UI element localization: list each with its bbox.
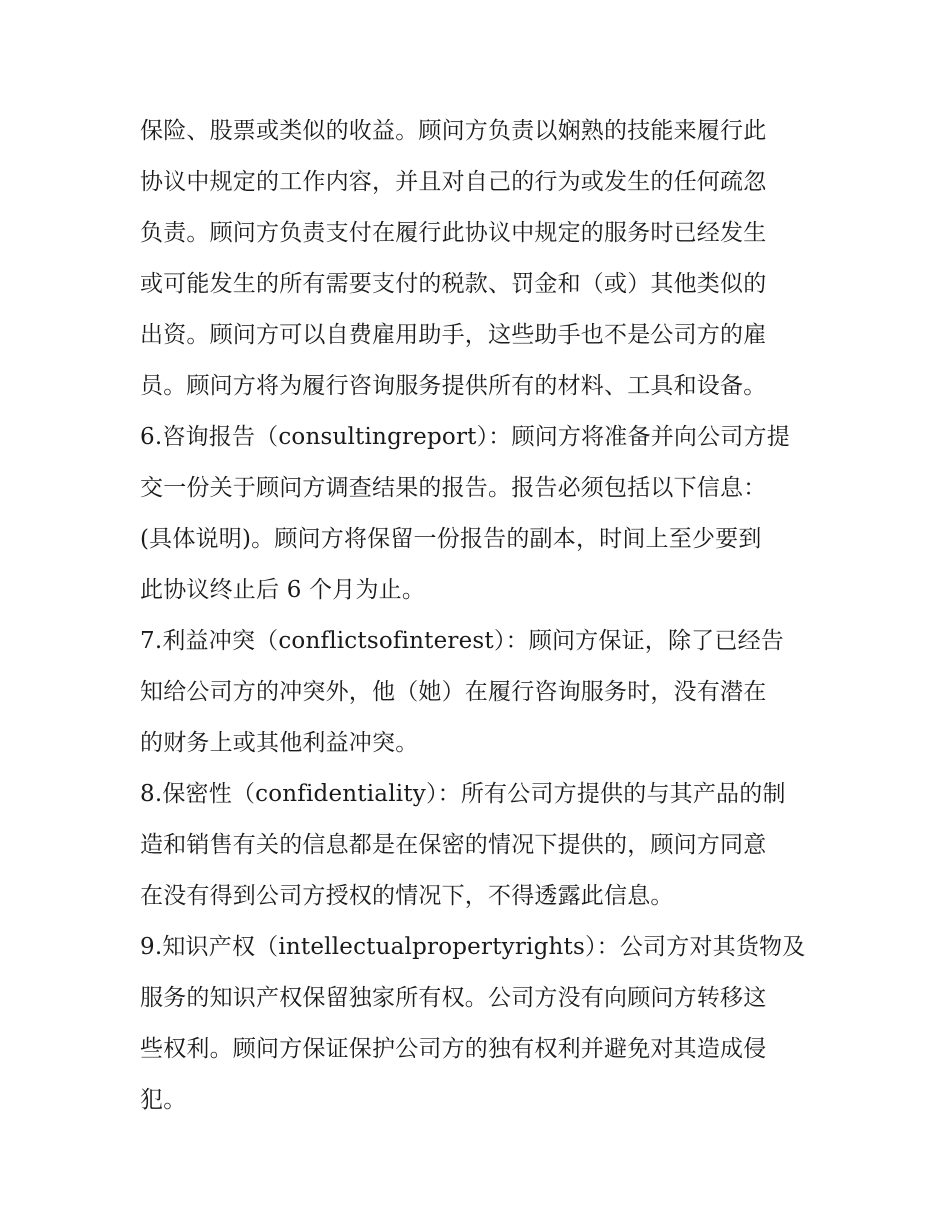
section-8-heading-line: 8.保密性（confidentiality）：所有公司方提供的与其产品的制 bbox=[140, 781, 786, 807]
section-9-heading-line: 9.知识产权（intellectualpropertyrights）：公司方对其货物及 bbox=[140, 934, 806, 960]
text-line: 服务的知识产权保留独家所有权。公司方没有向顾问方转移这 bbox=[140, 985, 767, 1011]
text-line: 造和销售有关的信息都是在保密的情况下提供的，顾问方同意 bbox=[140, 832, 767, 858]
text-line: 保险、股票或类似的收益。顾问方负责以娴熟的技能来履行此 bbox=[140, 118, 767, 144]
text-line: 知给公司方的冲突外，他（她）在履行咨询服务时，没有潜在 bbox=[140, 679, 767, 705]
text-line: 些权利。顾问方保证保护公司方的独有权利并避免对其造成侵 bbox=[140, 1036, 767, 1062]
section-6-heading-line: 6.咨询报告（consultingreport）：顾问方将准备并向公司方提 bbox=[140, 424, 790, 450]
text-line: 负责。顾问方负责支付在履行此协议中规定的服务时已经发生 bbox=[140, 220, 767, 246]
text-line: 在没有得到公司方授权的情况下，不得透露此信息。 bbox=[140, 883, 674, 909]
text-line: 出资。顾问方可以自费雇用助手，这些助手也不是公司方的雇 bbox=[140, 322, 767, 348]
text-line: 交一份关于顾问方调查结果的报告。报告必须包括以下信息： bbox=[140, 475, 767, 501]
text-line: (具体说明)。顾问方将保留一份报告的副本，时间上至少要到 bbox=[140, 526, 762, 552]
document-body bbox=[140, 106, 820, 1126]
section-7-heading-line: 7.利益冲突（conflictsofinterest）：顾问方保证，除了已经告 bbox=[140, 628, 784, 654]
text-line: 的财务上或其他利益冲突。 bbox=[140, 730, 419, 756]
text-line: 此协议终止后 6 个月为止。 bbox=[140, 577, 426, 603]
text-line: 员。顾问方将为履行咨询服务提供所有的材料、工具和设备。 bbox=[140, 373, 767, 399]
text-line: 犯。 bbox=[140, 1087, 187, 1113]
text-line: 或可能发生的所有需要支付的税款、罚金和（或）其他类似的 bbox=[140, 271, 767, 297]
text-line: 协议中规定的工作内容，并且对自己的行为或发生的任何疏忽 bbox=[140, 169, 767, 195]
